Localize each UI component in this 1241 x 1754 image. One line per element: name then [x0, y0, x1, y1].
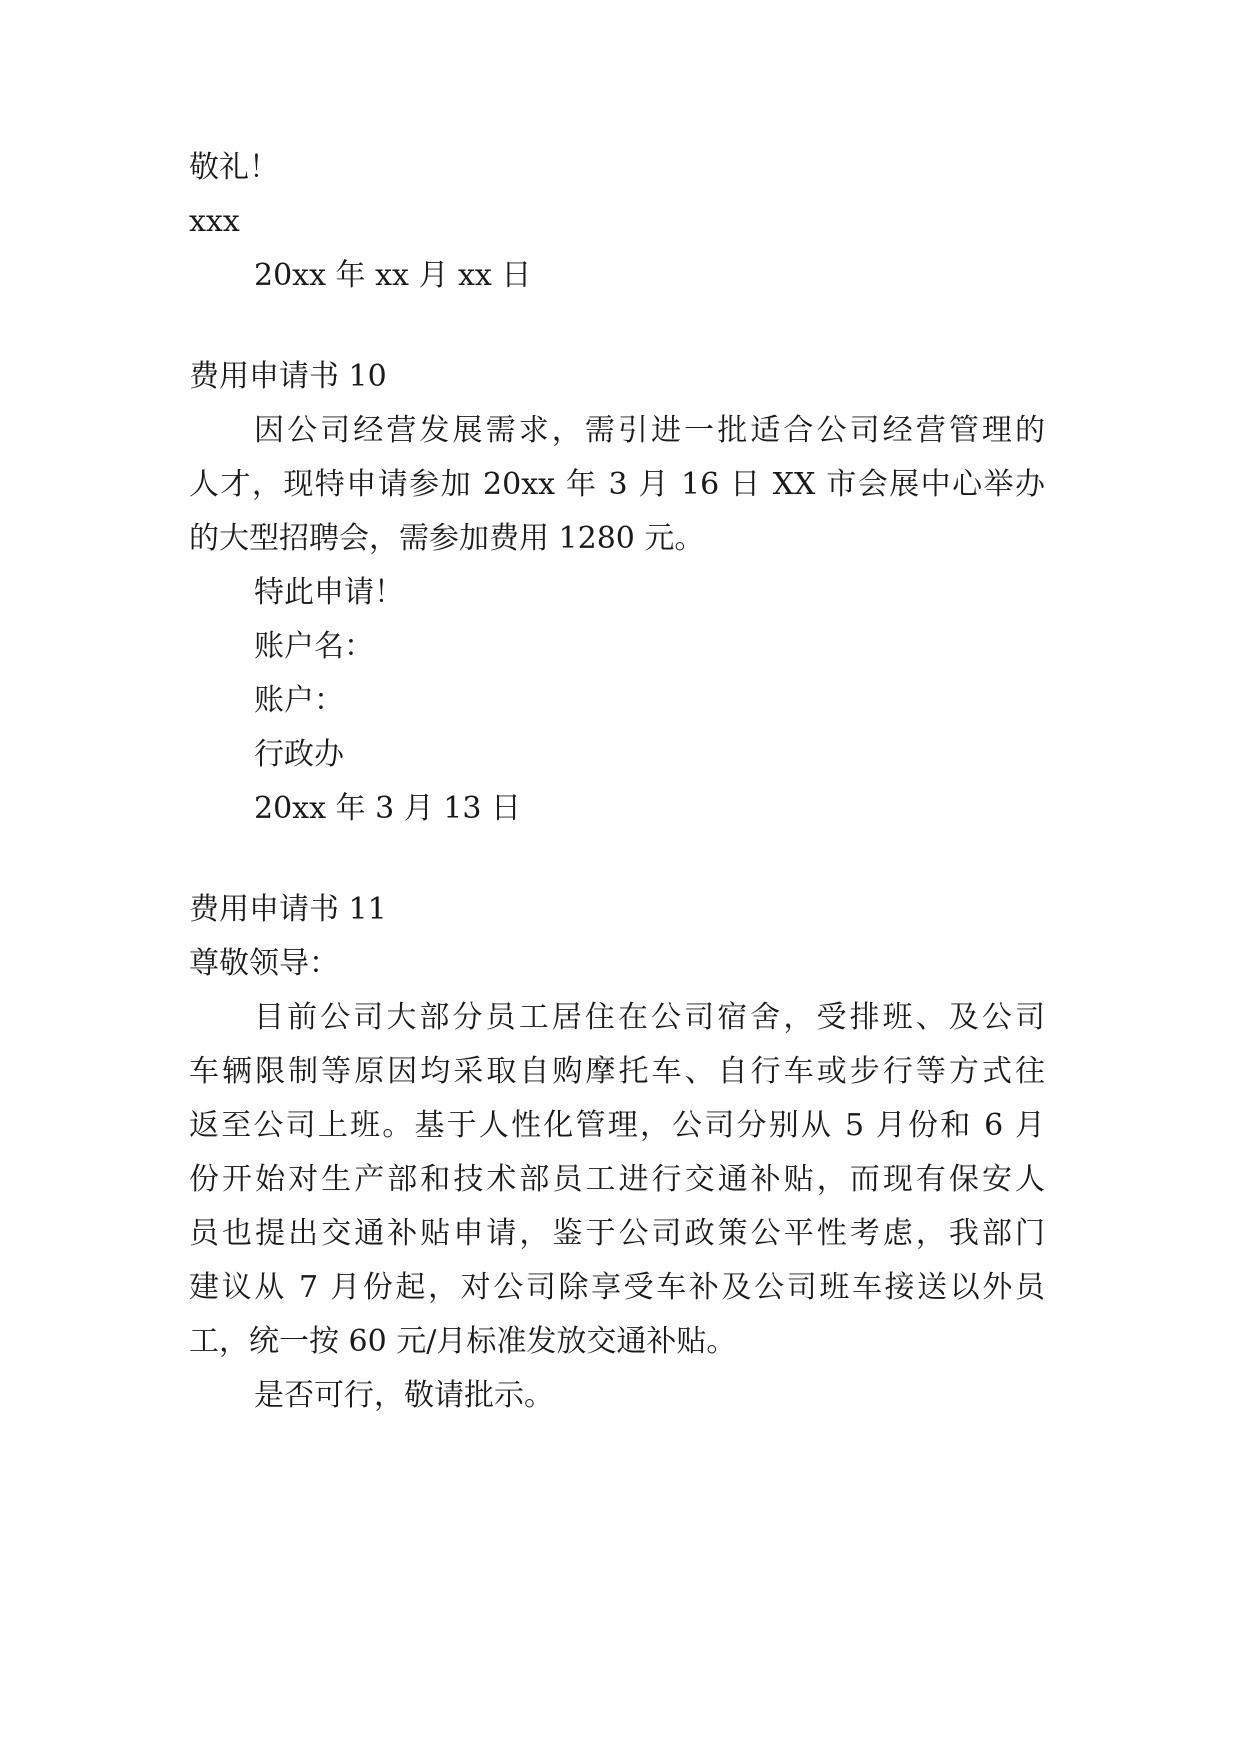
section-10-account: 账户： [254, 683, 344, 718]
section-11-body-line: 目前公司大部分员工居住在公司宿舍，受排班、及公司 [254, 1000, 1045, 1035]
closing-date: 20xx 年 xx 月 xx 日 [254, 258, 532, 293]
section-10-body-line: 的大型招聘会，需参加费用 1280 元。 [189, 521, 705, 556]
section-11-greeting: 尊敬领导： [189, 946, 339, 981]
section-11-body-line: 车辆限制等原因均采取自购摩托车、自行车或步行等方式往 [189, 1054, 1045, 1089]
section-11-title: 费用申请书 11 [189, 892, 387, 927]
section-10-date: 20xx 年 3 月 13 日 [254, 791, 521, 826]
section-10-request: 特此申请！ [254, 575, 404, 610]
section-11-body-line: 工，统一按 60 元/月标准发放交通补贴。 [189, 1324, 737, 1359]
section-11-body-line: 返至公司上班。基于人性化管理，公司分别从 5 月份和 6 月 [189, 1108, 1045, 1143]
section-11-body-line: 份开始对生产部和技术部员工进行交通补贴，而现有保安人 [189, 1162, 1045, 1197]
section-11-closing: 是否可行，敬请批示。 [254, 1378, 554, 1413]
section-10-title: 费用申请书 10 [189, 359, 387, 394]
section-10-account-name: 账户名： [254, 629, 374, 664]
section-11-body-line: 建议从 7 月份起，对公司除享受车补及公司班车接送以外员 [189, 1270, 1045, 1305]
section-10-department: 行政办 [254, 737, 344, 772]
section-10-body-line: 人才，现特申请参加 20xx 年 3 月 16 日 XX 市会展中心举办 [189, 467, 1045, 502]
closing-salute: 敬礼！ [189, 150, 279, 185]
closing-signature: xxx [189, 204, 240, 239]
section-11-body-line: 员也提出交通补贴申请，鉴于公司政策公平性考虑，我部门 [189, 1216, 1045, 1251]
section-10-body-line: 因公司经营发展需求，需引进一批适合公司经营管理的 [254, 413, 1045, 448]
